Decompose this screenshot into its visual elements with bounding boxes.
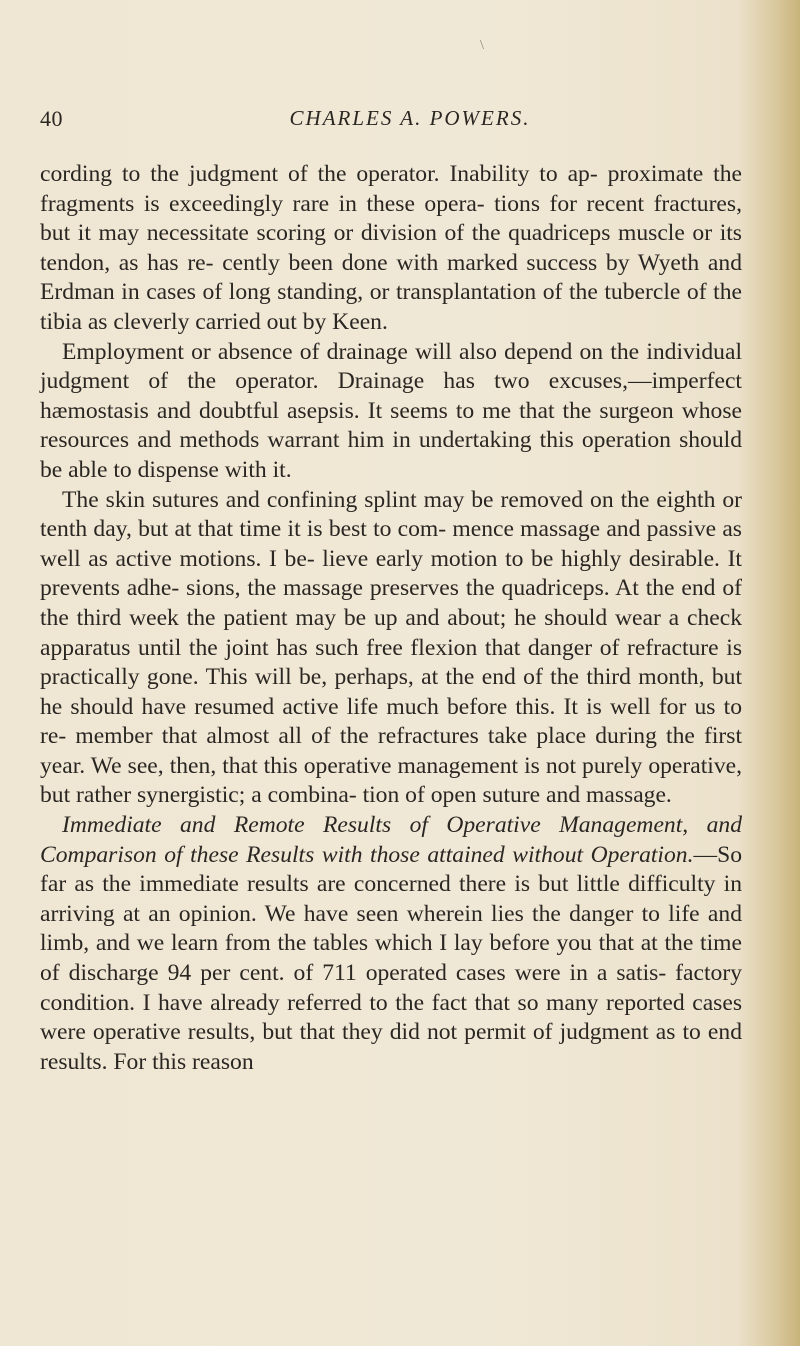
section-title: Immediate and Remote Results of Operative Management, and Comparison of these Results with those attained without Operation. (40, 812, 742, 868)
paragraph-2: Employment or absence of drainage will also depend on the individual judgment of the operator. Drainage has two excuses,—imperfect hæmostasis and doubtful asepsis. It seems to me that the surgeon whose resources and methods warrant him in undertaking this operation should be able to dispense with it. (40, 338, 742, 483)
page-header (40, 106, 740, 136)
page-number: 40 (40, 106, 63, 131)
section-paragraph (40, 811, 742, 1077)
section-text: —So far as the immediate results are concerned there is but little difficulty in arriving at an opinion. We have seen wherein lies the danger to life and limb, and we learn from the tables which I lay before you that at the time of discharge 94 per cent. of 711 operated cases were in a satis- factory condition. I have already referred to the fact that so many reported cases were operative results, but that they did not permit of judgment as to end results. For this reason (40, 841, 742, 1075)
running-head: CHARLES A. POWERS. (289, 106, 531, 130)
print-mark: \ (480, 38, 484, 53)
body-text (40, 160, 742, 1077)
paragraph-1: cording to the judgment of the operator. Inability to ap- proximate the fragments is exceedingly rare in these opera- tions for recent fractures, but it may necessitate scoring or division of the quadriceps muscle or its tendon, as has re- cently been done with marked success by Wyeth and Erdman in cases of long standing, or transplantation of the tubercle of the tibia as cleverly carried out by Keen. (40, 161, 742, 335)
paragraph-3: The skin sutures and confining splint may be removed on the eighth or tenth day, but at that time it is best to com- mence massage and passive as well as active motions. I be- lieve early motion to be highly desirable. It prevents adhe- sions, the massage preserves the quadriceps. At the end of the third week the patient may be up and about; he should wear a check apparatus until the joint has such free flexion that danger of refracture is practically gone. This will be, perhaps, at the end of the third month, but he should have resumed active life much before this. It is well for us to re- member that almost all of the refractures take place during the first year. We see, then, that this operative management is not purely operative, but rather synergistic; a combina- tion of open suture and massage. (40, 486, 742, 809)
